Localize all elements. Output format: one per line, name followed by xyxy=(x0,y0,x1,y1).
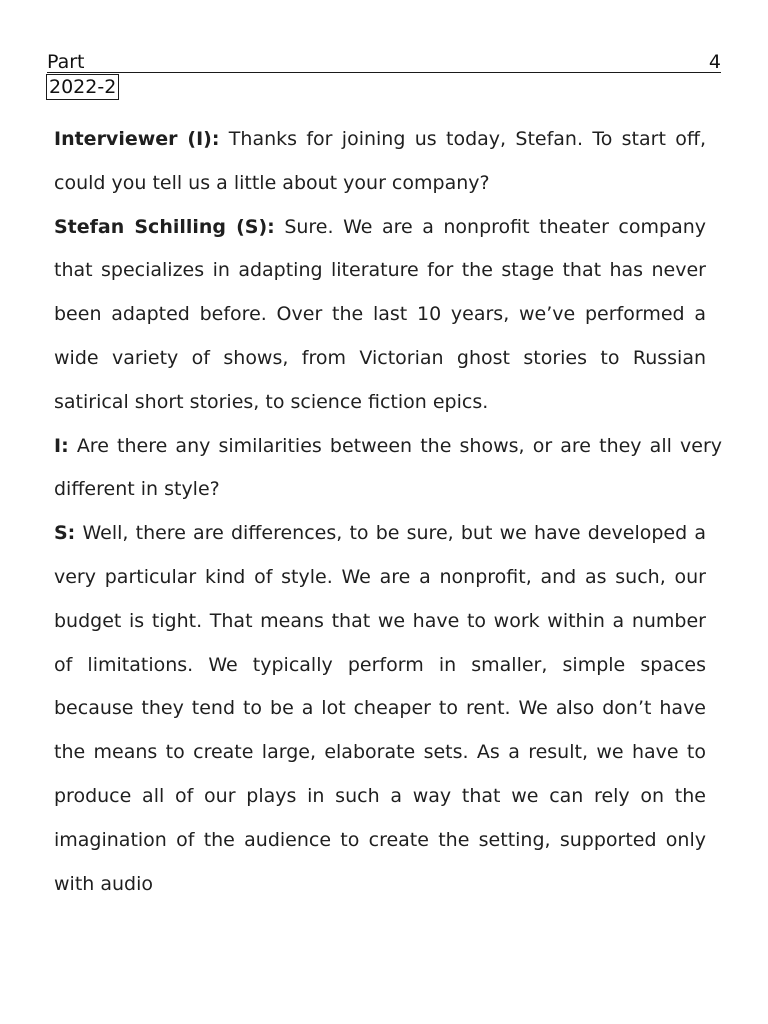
year-box: 2022-2 xyxy=(46,74,119,100)
paragraph-text: Thanks for joining us today, Stefan. To start off, could you tell us a little about your company? xyxy=(54,128,706,194)
transcript-paragraph xyxy=(54,425,722,513)
paragraph-text: Are there any similarities between the shows, or are they all very different in style? xyxy=(54,434,722,501)
speaker-label: Interviewer (I): xyxy=(54,128,220,150)
interview-transcript xyxy=(54,118,722,906)
transcript-paragraph xyxy=(54,118,706,206)
speaker-label: Stefan Schilling (S): xyxy=(54,215,275,238)
paragraph-text: Sure. We are a nonprofit theater company that specializes in adapting literature for the stage that has never been adapted before. Over the last 10 years, we’ve performed a wide variety of shows, from Victorian ghost stories to Russian satirical short stories, to science fiction epics. xyxy=(54,215,706,413)
transcript-paragraph xyxy=(54,206,706,425)
speaker-label: I: xyxy=(54,434,69,457)
page-number: 4 xyxy=(708,51,721,73)
paragraph-text: Well, there are differences, to be sure, but we have developed a very particular kind of style. We are a nonprofit, and as such, our budget is tight. That means that we have to work within a number of limitations. We typically perform in smaller, simple spaces because they tend to be a lot cheaper to rent. We also don’t have the means to create large, elaborate sets. As a result, we have to produce all of our plays in such a way that we can rely on the imagination of the audience to create the setting, supported only with audio xyxy=(54,522,706,895)
speaker-label: S: xyxy=(54,522,76,545)
page-header xyxy=(47,52,721,73)
transcript-paragraph xyxy=(54,512,706,906)
header-part-label: Part xyxy=(47,51,85,73)
